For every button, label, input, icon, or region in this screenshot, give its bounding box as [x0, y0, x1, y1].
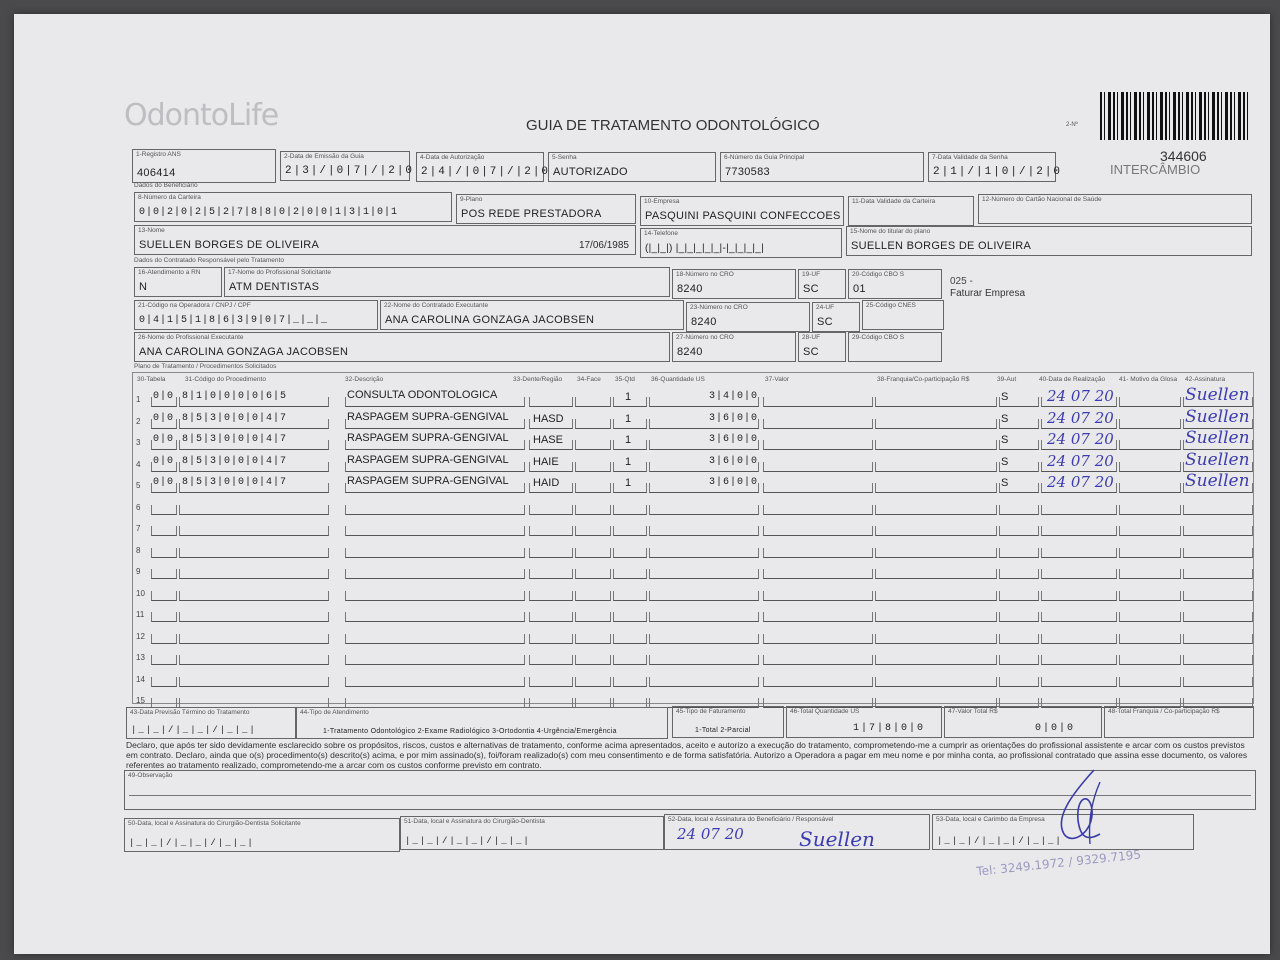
field-label: 6-Número da Guia Principal: [724, 154, 805, 161]
prof-solicitante-field[interactable]: [224, 267, 670, 297]
field-label: 17-Nome do Profissional Solicitante: [228, 269, 331, 276]
cell-tabela: 0|0: [153, 455, 175, 467]
field-value: SC: [803, 283, 819, 295]
cnes-field[interactable]: [862, 300, 944, 330]
field-label: 43-Data Previsão Término do Tratamento: [130, 709, 250, 716]
field-value: 0|4|1|5|1|8|6|3|9|0|7|_|_|_: [139, 315, 329, 326]
row-number: 11: [136, 610, 145, 619]
field-label: 16-Atendimento a RN: [138, 269, 201, 276]
field-label: 28-UF: [802, 334, 821, 341]
field-label: 22-Nome do Contratado Executante: [384, 302, 489, 309]
cro-23-field[interactable]: [686, 302, 810, 332]
guide-sheet: [14, 14, 1270, 954]
empresa-field[interactable]: [640, 196, 844, 226]
field-value: 2|4|/|0|7|/|2|0: [421, 166, 551, 178]
table-header: 40-Data de Realização: [1039, 376, 1106, 383]
company-stamp-phone: Tel: 3249.1972 / 9329.7195: [975, 847, 1142, 879]
total-us-field[interactable]: [786, 706, 942, 738]
field-value: SUELLEN BORGES DE OLIVEIRA: [851, 240, 1032, 252]
field-label: 11-Data Validade da Carteira: [852, 198, 936, 205]
row-number: 3: [136, 438, 141, 447]
cell-quantidade-us: 3|6|0|0: [709, 412, 759, 424]
field-label: 29-Código CBO S: [852, 334, 905, 341]
field-label: 5-Senha: [552, 154, 577, 161]
cell-assinatura: Suellen: [1185, 428, 1250, 448]
field-value: (|_|_|) |_|_|_|_|_|-|_|_|_|_|: [645, 243, 765, 254]
cell-qtd: 1: [625, 434, 632, 446]
cell-descricao: RASPAGEM SUPRA-GENGIVAL: [347, 453, 509, 466]
cell-aut: S: [1001, 434, 1009, 446]
cell-aut: S: [1001, 455, 1009, 468]
row-number: 15: [136, 696, 145, 705]
sig50-field[interactable]: [124, 818, 400, 852]
field-value: |_|_|/|_|_|/|_|_|: [131, 725, 257, 735]
field-value: ATM DENTISTAS: [229, 281, 320, 293]
field-value: POS REDE PRESTADORA: [461, 208, 602, 220]
field-label: 2-Data de Emissão da Guia: [284, 153, 364, 160]
table-header: 31-Código do Procedimento: [185, 376, 266, 383]
cell-descricao: CONSULTA ODONTOLOGICA: [347, 389, 498, 401]
field-label: 15-Nome do titular do plano: [850, 228, 931, 235]
row-number: 1: [136, 395, 141, 404]
cell-data-realizacao: 24 07 20: [1047, 387, 1114, 405]
field-value: 1|7|8|0|0: [853, 723, 926, 734]
table-header: 37-Valor: [765, 376, 790, 383]
validade-carteira-field[interactable]: [848, 196, 974, 226]
field-label: 12-Número do Cartão Nacional de Saúde: [982, 196, 1102, 203]
field-label: 25-Código CNES: [866, 302, 916, 309]
section-beneficiario: Dados do Beneficiário: [134, 182, 198, 189]
sig52-field[interactable]: [664, 814, 930, 850]
senha-field[interactable]: [548, 152, 716, 182]
cell-assinatura: Suellen: [1185, 449, 1250, 470]
franquia-field[interactable]: [1104, 706, 1254, 738]
table-header: 39-Aut: [997, 376, 1017, 383]
cell-tabela: 0|0: [153, 391, 175, 402]
cell-descricao: RASPAGEM SUPRA-GENGIVAL: [347, 432, 509, 444]
table-header: 38-Franquia/Co-participação R$: [877, 376, 970, 383]
atendimento-rn-field[interactable]: [134, 267, 222, 297]
cell-codigo: 8|5|3|0|0|0|4|7: [182, 434, 288, 445]
contratado-exec-field[interactable]: [380, 300, 684, 330]
barcode: [1100, 92, 1250, 140]
field-value: N: [139, 281, 148, 293]
table-header: 36-Quantidade US: [651, 376, 705, 383]
uf-28-field[interactable]: [798, 332, 846, 362]
cell-assinatura: Suellen: [1185, 471, 1250, 491]
declaration-text: Declaro, que após ter sido devidamente esclarecido sobre os propósitos, riscos, custos e alternativas de tratamento, conforme acima apresentados, aceito e autorizo a execução do tratamento, comprometendo-me a cumprir as orientações do profissional assistente e arcar com os custos previstos em contrato. Declaro, ainda que o(s) procedimento(s) descrito(s) acima, e por mim assinado(s), foi/foram realizado(s) com meu consentimento e de forma satisfatória. Autorizo a Operadora a pagar em meu nome e por minha conta, ao profissional contratado que assina esse documento, os valores referentes ao tratamento realizado, comprometendo-me a arcar com os custos conforme previsto em contrato.: [126, 740, 1248, 770]
tipo-faturamento-field[interactable]: [672, 706, 784, 738]
faturar-code: 025 -: [950, 276, 973, 287]
validade-senha-field[interactable]: [928, 152, 1063, 182]
cell-descricao: RASPAGEM SUPRA-GENGIVAL: [347, 475, 509, 487]
table-header: 42-Assinatura: [1185, 376, 1226, 383]
table-rows: [133, 373, 1253, 703]
cell-codigo: 8|5|3|0|0|0|4|7: [182, 477, 288, 488]
row-number: 5: [136, 481, 141, 490]
cell-tabela: 0|0: [153, 434, 175, 445]
field-label: 47-Valor Total R$: [948, 708, 998, 715]
table-header: 34-Face: [577, 376, 601, 383]
section-contratado: Dados do Contratado Responsável pelo Tratamento: [134, 257, 284, 264]
cell-aut: S: [1001, 391, 1009, 403]
field-value: ANA CAROLINA GONZAGA JACOBSEN: [385, 314, 595, 326]
data-autorizacao-field[interactable]: [416, 152, 551, 182]
field-label: 27-Número no CRO: [676, 334, 734, 341]
section-plano: Plano de Tratamento / Procedimentos Solicitados: [134, 363, 277, 370]
cell-quantidade-us: 3|6|0|0: [709, 477, 759, 488]
uf-24-field[interactable]: [812, 302, 860, 332]
field-label: 20-Código CBO S: [852, 271, 905, 278]
cell-descricao: RASPAGEM SUPRA-GENGIVAL: [347, 410, 509, 423]
field-label: 9-Plano: [460, 196, 483, 203]
field-label: 7-Data Validade da Senha: [932, 154, 1008, 161]
field-label: 44-Tipo de Atendimento: [300, 709, 369, 716]
cro-27-field[interactable]: [672, 332, 796, 362]
cell-tabela: 0|0: [153, 412, 175, 424]
cell-quantidade-us: 3|6|0|0: [709, 455, 759, 467]
field-label: 1-Registro ANS: [136, 151, 181, 158]
page-title: GUIA DE TRATAMENTO ODONTOLÓGICO: [526, 117, 820, 134]
field-value: 8240: [677, 283, 703, 295]
field-value: 2|1|/|1|0|/|2|0: [933, 166, 1063, 178]
row-number: 12: [136, 631, 145, 641]
field-value: 1-Total 2-Parcial: [695, 727, 751, 734]
cell-data-realizacao: 24 07 20: [1047, 430, 1114, 448]
cell-qtd: 1: [625, 477, 632, 489]
field-label: 53-Data, local e Carimbo da Empresa: [936, 816, 1045, 823]
beneficiary-signature: Suellen: [799, 827, 875, 851]
titular-field[interactable]: [846, 226, 1252, 256]
field-label: 50-Data, local e Assinatura do Cirurgião-Dentista Solicitante: [128, 820, 301, 827]
row-number: 4: [136, 459, 141, 469]
cbo-29-field[interactable]: [848, 332, 942, 362]
field-value: AUTORIZADO: [553, 166, 628, 178]
field-value: ANA CAROLINA GONZAGA JACOBSEN: [139, 346, 349, 358]
nome-field[interactable]: [134, 225, 636, 255]
cro-18-field[interactable]: [672, 269, 796, 299]
field-value: 406414: [137, 167, 176, 179]
birth-date: 17/06/1985: [578, 240, 629, 251]
tipo-atendimento-field[interactable]: [296, 707, 668, 739]
data-emissao-field[interactable]: [280, 151, 415, 181]
cell-dente: HASD: [533, 412, 564, 425]
field-value: 8240: [691, 316, 717, 328]
table-header: 30-Tabela: [137, 376, 166, 383]
guide-number: 344606: [1160, 148, 1207, 164]
cell-dente: HAIE: [533, 455, 559, 468]
cell-codigo: 8|1|0|0|0|0|6|5: [182, 391, 288, 402]
field-label: 14-Telefone: [644, 230, 678, 237]
cell-quantidade-us: 3|4|0|0: [709, 391, 759, 402]
cell-assinatura: Suellen: [1185, 385, 1250, 405]
field-label: 19-UF: [802, 271, 821, 278]
row-number: 13: [136, 653, 145, 662]
field-label: 23-Número no CRO: [690, 304, 748, 311]
cell-data-realizacao: 24 07 20: [1047, 451, 1114, 470]
field-label: 51-Data, local e Assinatura do Cirurgião-Dentista: [404, 818, 545, 825]
field-label: 21-Código na Operadora / CNPJ / CPF: [138, 302, 251, 309]
procedures-table: [132, 372, 1254, 704]
cell-data-realizacao: 24 07 20: [1047, 408, 1114, 427]
cell-codigo: 8|5|3|0|0|0|4|7: [182, 455, 288, 467]
table-header: 33-Dente/Região: [513, 376, 563, 383]
registro-ans-field[interactable]: [132, 149, 276, 183]
field-value: 0|0|0: [1035, 723, 1076, 734]
telefone-field[interactable]: [640, 228, 842, 258]
plano-field[interactable]: [456, 194, 636, 224]
cell-qtd: 1: [625, 412, 632, 425]
field-label: 18-Número no CRO: [676, 271, 734, 278]
field-value: 0|0|2|0|2|5|2|7|8|8|0|2|0|0|1|3|1|0|1: [139, 207, 399, 218]
cell-aut: S: [1001, 477, 1009, 489]
table-header: 35-Qtd: [615, 376, 635, 383]
guia-principal-field[interactable]: [720, 152, 924, 182]
row-number: 10: [136, 588, 145, 598]
uf-19-field[interactable]: [798, 269, 846, 299]
cell-data-realizacao: 24 07 20: [1047, 473, 1114, 491]
cns-field[interactable]: [978, 194, 1252, 224]
row-number: 9: [136, 567, 141, 576]
field-value: SC: [817, 316, 833, 328]
cell-dente: HAID: [533, 477, 560, 489]
cell-qtd: 1: [625, 455, 632, 468]
field-value: PASQUINI PASQUINI CONFECCOES: [645, 210, 841, 222]
copy-label: 2-Nº: [1066, 122, 1078, 128]
table-header: 32-Descrição: [345, 376, 384, 383]
field-value: |_|_|/|_|_|/|_|_|: [405, 836, 531, 846]
cell-assinatura: Suellen: [1185, 406, 1250, 427]
field-value: 2|3|/|0|7|/|2|0: [285, 165, 415, 177]
field-value: SC: [803, 346, 819, 358]
row-number: 6: [136, 502, 141, 512]
previsao-field[interactable]: [126, 707, 296, 739]
sig51-field[interactable]: [400, 816, 664, 850]
field-label: 26-Nome do Profissional Executante: [138, 334, 244, 341]
beneficiary-date: 24 07 20: [677, 825, 744, 843]
cell-codigo: 8|5|3|0|0|0|4|7: [182, 412, 288, 424]
carteira-field[interactable]: [134, 192, 452, 222]
field-value: |_|_|/|_|_|/|_|_|: [129, 838, 255, 848]
row-number: 2: [136, 416, 141, 426]
field-value: SUELLEN BORGES DE OLIVEIRA: [139, 239, 320, 251]
prof-exec-field[interactable]: [134, 332, 670, 362]
field-label: 10-Empresa: [644, 198, 680, 205]
row-number: 7: [136, 524, 141, 533]
company-signature: [1034, 762, 1124, 852]
logo: OdontoLife: [124, 98, 279, 133]
faturar-text: Faturar Empresa: [950, 288, 1026, 299]
cell-qtd: 1: [625, 391, 632, 403]
cell-aut: S: [1001, 412, 1009, 425]
intercambio-label: INTERCÂMBIO: [1110, 162, 1201, 177]
field-label: 52-Data, local e Assinatura do Beneficiário / Responsável: [668, 816, 834, 823]
field-value: 1-Tratamento Odontológico 2-Exame Radiológico 3-Ortodontia 4-Urgência/Emergência: [323, 728, 617, 735]
row-number: 8: [136, 545, 141, 555]
field-label: 8-Número da Carteira: [138, 194, 201, 201]
cnpj-field[interactable]: [134, 300, 378, 330]
field-value: |_|_|/|_|_|/|_|_|: [937, 836, 1063, 846]
field-value: 8240: [677, 346, 703, 358]
row-number: 14: [136, 674, 145, 684]
field-label: 13-Nome: [138, 227, 165, 234]
field-label: 46-Total Quantidade US: [790, 708, 860, 715]
field-label: 48-Total Franquia / Co-participação R$: [1108, 708, 1220, 715]
table-row: [133, 373, 1253, 703]
cbo-20-field[interactable]: [848, 269, 942, 299]
cell-dente: HASE: [533, 434, 563, 446]
field-label: 49-Observação: [128, 772, 173, 779]
valor-total-field[interactable]: [944, 706, 1102, 738]
field-label: 4-Data de Autorização: [420, 154, 485, 161]
field-value: 01: [853, 283, 866, 295]
field-label: 24-UF: [816, 304, 835, 311]
field-value: 7730583: [725, 166, 770, 178]
cell-tabela: 0|0: [153, 477, 175, 488]
field-label: 45-Tipo de Faturamento: [676, 708, 746, 715]
cell-quantidade-us: 3|6|0|0: [709, 434, 759, 445]
table-header: 41- Motivo da Glosa: [1119, 376, 1178, 383]
